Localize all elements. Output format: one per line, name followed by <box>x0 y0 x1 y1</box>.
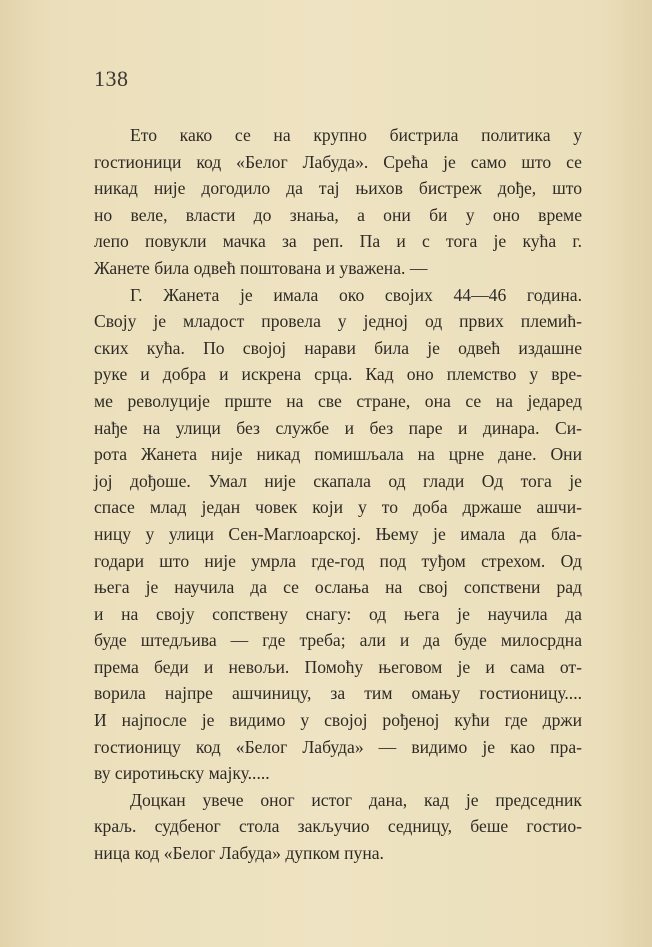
text-line: Г. Жанета је имала око својих 44—46 година. <box>130 284 582 305</box>
text-line: нађе на улици без службе и без паре и динара. Си- <box>94 417 582 438</box>
body-text <box>94 122 582 867</box>
paragraph-3 <box>94 787 582 867</box>
text-line: рота Жанета није никад помишљала на црне дане. Они <box>94 444 582 465</box>
text-line: ница код «Белог Лабуда» дупком пуна. <box>94 843 384 864</box>
text-line: према беди и невољи. Помоћу његовом је и сама от- <box>94 656 582 677</box>
text-line: Своју је младост провела у једној од првих племић- <box>94 311 582 332</box>
text-line: Ето како се на крупно бистрила политика у <box>130 125 582 145</box>
text-line: руке и добра и искрена срца. Кад оно племство у вре- <box>94 364 582 385</box>
text-line: ских кућа. По својој нарави била је одвећ издашне <box>94 337 582 358</box>
text-line: лепо повукли мачка за реп. Па и с тога је кућа г. <box>94 231 582 252</box>
text-line: но веле, власти до знања, а они би у оно време <box>94 204 582 225</box>
text-line: никад није догодило да тај њихов бистреж дође, што <box>94 178 582 199</box>
text-line: јој дођоше. Умал није скапала од глади Од тога је <box>94 470 582 491</box>
text-line: њега је научила да се ослања на свој сопствени рад <box>94 577 582 598</box>
text-line: краљ. судбеног стола закључио седницу, беше гостио- <box>94 816 582 837</box>
text-line: спасе млад један човек који у то доба држаше ашчи- <box>94 497 582 518</box>
text-line: И најпосле је видимо у својој рођеној кући где држи <box>94 710 582 731</box>
paragraph-1 <box>94 122 582 282</box>
page-number: 138 <box>94 66 129 91</box>
text-line: годари што није умрла где-год под туђом стрехом. Од <box>94 550 582 571</box>
text-line: ворила најпре ашчиницу, за тим омању гостионицу.... <box>94 683 582 704</box>
text-line: ме револуције прште на све стране, она се на једаред <box>94 390 582 411</box>
text-line: и на своју сопствену снагу: од њега је научила да <box>94 603 582 624</box>
text-line: Жанете била одвећ поштована и уважена. — <box>94 257 428 278</box>
text-line: гостионицу код «Белог Лабуда» — видимо је као пра- <box>94 736 582 757</box>
text-line: ницу у улици Сен-Маглоарској. Њему је имала да бла- <box>94 523 582 544</box>
paragraph-2 <box>94 282 582 787</box>
text-line: Доцкан увече оног истог дана, кад је председник <box>130 789 582 810</box>
text-line: гостионици код «Белог Лабуда». Срећа је само што се <box>94 151 582 172</box>
text-line: ву сиротињску мајку..... <box>94 763 270 784</box>
text-line: буде штедљива — где треба; али и да буде милосрдна <box>94 630 582 651</box>
